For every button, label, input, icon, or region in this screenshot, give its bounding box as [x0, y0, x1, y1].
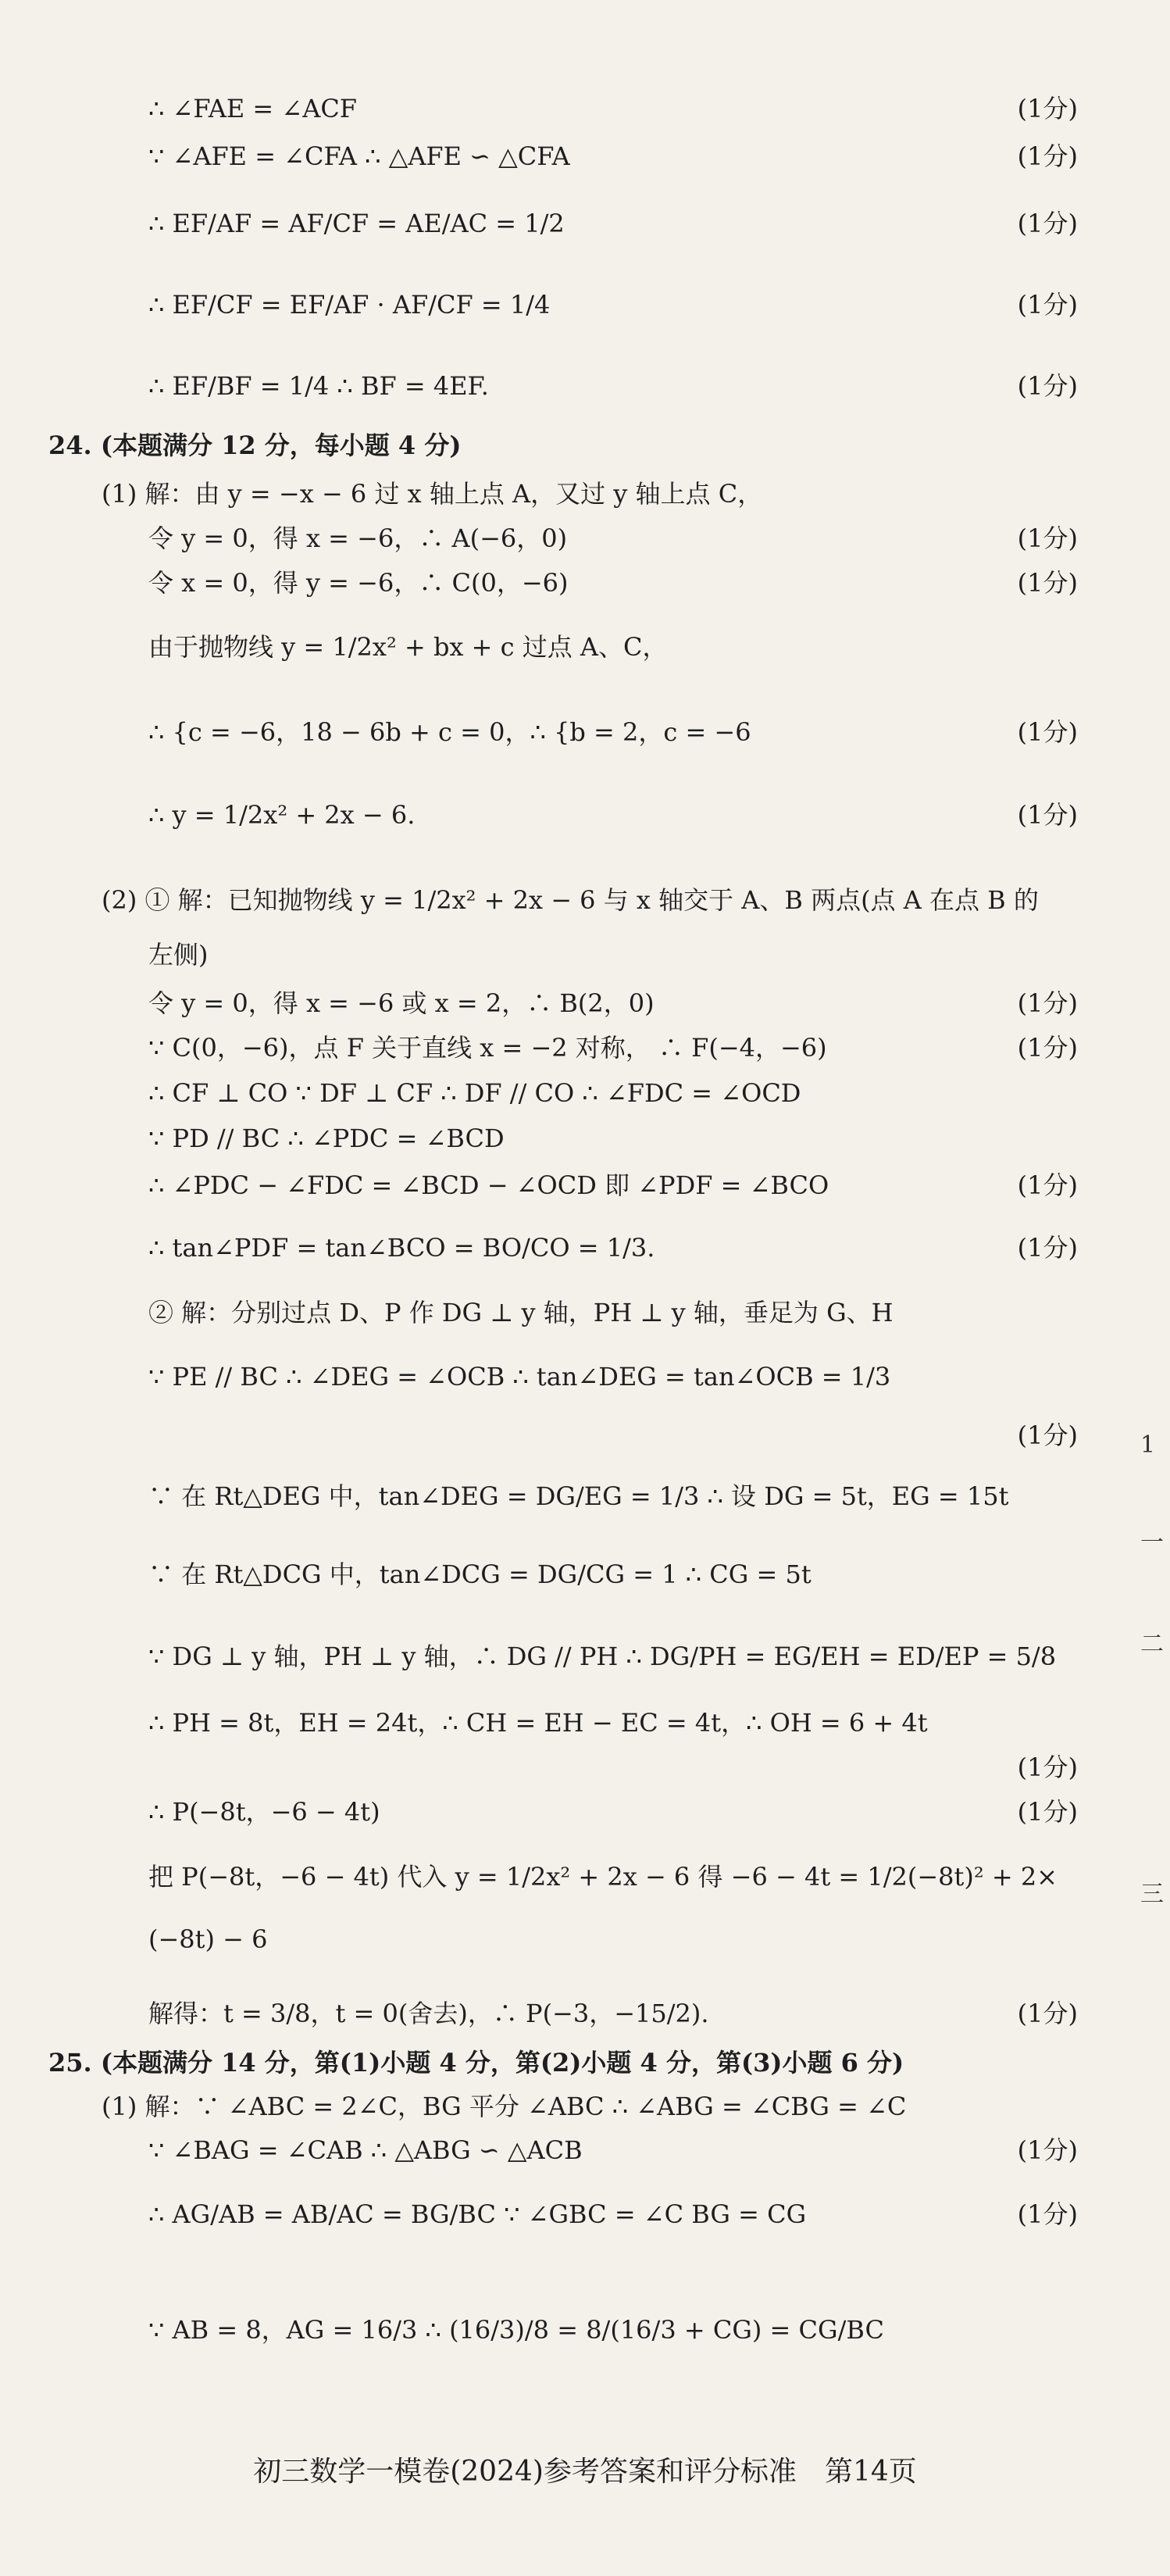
- score-20: (1分): [1017, 1233, 1078, 1263]
- line-26: ∴ PH = 8t，EH = 24t，∴ CH = EH − EC = 4t，∴ OH = 6 + 4t: [148, 1708, 928, 1738]
- line-15: 令 y = 0，得 x = −6 或 x = 2，∴ B(2，0): [148, 988, 655, 1018]
- line-2: ∵ ∠AFE = ∠CFA ∴ △AFE ∽ △CFA: [148, 141, 570, 171]
- line-18: ∵ PD // BC ∴ ∠PDC = ∠BCD: [148, 1124, 505, 1153]
- margin-mark-3: 二: [1140, 1631, 1164, 1658]
- margin-mark-4: 三: [1140, 1881, 1164, 1908]
- line-29: (−8t) − 6: [148, 1924, 268, 1954]
- score-15: (1分): [1017, 988, 1078, 1018]
- line-10: 由于抛物线 y = 1/2x² + bx + c 过点 A、C，: [148, 632, 668, 662]
- score-8: (1分): [1017, 523, 1078, 553]
- score-1: (1分): [1017, 94, 1078, 123]
- line-7: (1) 解：由 y = −x − 6 过 x 轴上点 A，又过 y 轴上点 C，: [102, 479, 763, 509]
- score-2: (1分): [1017, 141, 1078, 171]
- score-19: (1分): [1017, 1170, 1078, 1200]
- line-23: ∵ 在 Rt△DEG 中，tan∠DEG = DG/EG = 1/3 ∴ 设 DG = 5t，EG = 15t: [148, 1481, 1009, 1511]
- line-16: ∵ C(0，−6)，点 F 关于直线 x = −2 对称， ∴ F(−4，−6): [148, 1033, 827, 1063]
- line-20: ∴ tan∠PDF = tan∠BCO = BO/CO = 1/3.: [148, 1233, 655, 1263]
- line-5: ∴ EF/BF = 1/4 ∴ BF = 4EF.: [148, 371, 489, 401]
- score-9: (1分): [1017, 568, 1078, 598]
- line-14: 左侧): [148, 940, 209, 970]
- line-32: (1) 解：∵ ∠ABC = 2∠C，BG 平分 ∠ABC ∴ ∠ABG = ∠CBG = ∠C: [102, 2092, 907, 2121]
- score-16: (1分): [1017, 1033, 1078, 1063]
- margin-mark-1: 1: [1140, 1431, 1156, 1459]
- line-33: ∵ ∠BAG = ∠CAB ∴ △ABG ∽ △ACB: [148, 2135, 583, 2165]
- line-9: 令 x = 0，得 y = −6，∴ C(0，−6): [148, 568, 569, 598]
- line-13: (2) ① 解：已知抛物线 y = 1/2x² + 2x − 6 与 x 轴交于 A、B 两点(点 A 在点 B 的: [102, 885, 1039, 915]
- score-12: (1分): [1017, 800, 1078, 830]
- page-footer: 初三数学一模卷(2024)参考答案和评分标准 第14页: [253, 2456, 917, 2488]
- score-3: (1分): [1017, 209, 1078, 238]
- score-33: (1分): [1017, 2135, 1078, 2165]
- score-27: (1分): [1017, 1797, 1078, 1827]
- score-34: (1分): [1017, 2199, 1078, 2229]
- line-28: 把 P(−8t，−6 − 4t) 代入 y = 1/2x² + 2x − 6 得 −6 − 4t = 1/2(−8t)² + 2×: [148, 1862, 1058, 1892]
- line-34: ∴ AG/AB = AB/AC = BG/BC ∵ ∠GBC = ∠C BG = CG: [148, 2199, 807, 2229]
- line-12: ∴ y = 1/2x² + 2x − 6.: [148, 800, 416, 830]
- line-27: ∴ P(−8t，−6 − 4t): [148, 1797, 380, 1827]
- line-24: ∵ 在 Rt△DCG 中，tan∠DCG = DG/CG = 1 ∴ CG = 5t: [148, 1560, 812, 1589]
- line-35: ∵ AB = 8，AG = 16/3 ∴ (16/3)/8 = 8/(16/3 + CG) = CG/BC: [148, 2315, 884, 2345]
- score-4: (1分): [1017, 290, 1078, 320]
- line-30: 解得：t = 3/8，t = 0(舍去)，∴ P(−3，−15/2).: [148, 1999, 709, 2028]
- question-24-header: 24. (本题满分 12 分，每小题 4 分): [48, 431, 462, 460]
- question-25-header: 25. (本题满分 14 分，第(1)小题 4 分，第(2)小题 4 分，第(3)小题 6 分): [48, 2048, 904, 2078]
- score-5: (1分): [1017, 371, 1078, 401]
- line-11: ∴ {c = −6，18 − 6b + c = 0，∴ {b = 2，c = −6: [148, 717, 751, 747]
- line-19: ∴ ∠PDC − ∠FDC = ∠BCD − ∠OCD 即 ∠PDF = ∠BCO: [148, 1170, 829, 1200]
- line-21: ② 解：分别过点 D、P 作 DG ⊥ y 轴，PH ⊥ y 轴，垂足为 G、H: [148, 1298, 894, 1327]
- line-3: ∴ EF/AF = AF/CF = AE/AC = 1/2: [148, 209, 565, 238]
- score-30: (1分): [1017, 1999, 1078, 2028]
- score-11: (1分): [1017, 717, 1078, 747]
- line-22: ∵ PE // BC ∴ ∠DEG = ∠OCB ∴ tan∠DEG = tan∠OCB = 1/3: [148, 1362, 891, 1392]
- line-17: ∴ CF ⊥ CO ∵ DF ⊥ CF ∴ DF // CO ∴ ∠FDC = ∠OCD: [148, 1078, 801, 1108]
- score-26: (1分): [1017, 1752, 1078, 1782]
- line-8: 令 y = 0，得 x = −6，∴ A(−6，0): [148, 523, 568, 553]
- margin-mark-2: 一: [1140, 1529, 1164, 1556]
- line-1: ∴ ∠FAE = ∠ACF: [148, 94, 357, 123]
- line-25: ∵ DG ⊥ y 轴，PH ⊥ y 轴，∴ DG // PH ∴ DG/PH = EG/EH = ED/EP = 5/8: [148, 1642, 1057, 1671]
- line-4: ∴ EF/CF = EF/AF · AF/CF = 1/4: [148, 290, 551, 320]
- score-22: (1分): [1017, 1420, 1078, 1450]
